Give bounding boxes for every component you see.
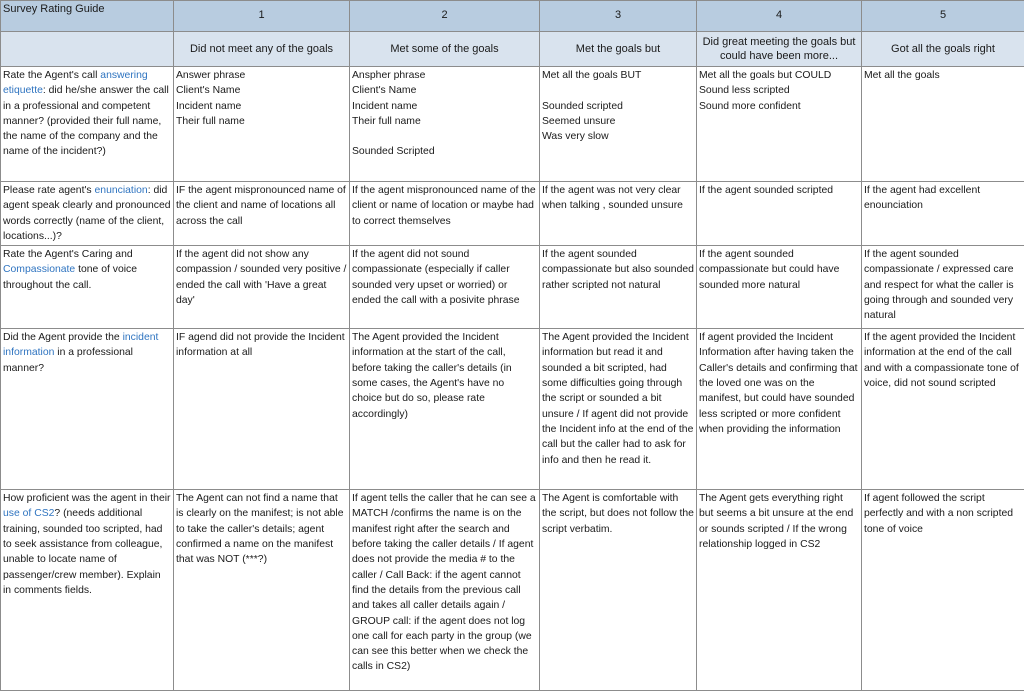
rating-text: If the agent sounded scripted (699, 183, 859, 198)
question-link[interactable]: use of CS2 (3, 508, 54, 519)
rating-text: If the agent had excellent enounciation (864, 183, 1022, 214)
scale-description-row (1, 32, 1024, 67)
rating-text: Met all the goals (864, 68, 1022, 83)
rating-cell (350, 490, 540, 691)
rating-text: If the agent did not show any compassion / sounded very positive / ended the call with 'Have a great day' (176, 247, 347, 308)
question-text: : did he/she answer the call in a professional and competent manner? (provided their full name, the name of the company and the name of the incident?) (3, 85, 169, 157)
question-text: How proficient was the agent in their (3, 493, 171, 504)
rating-cell (697, 246, 862, 329)
rating-text: Incident name (352, 99, 537, 114)
rating-text (542, 83, 694, 98)
rating-text: Their full name (176, 114, 347, 129)
rating-text: If agent tells the caller that he can see a MATCH /confirms the name is on the manifest right after the search and before taking the caller details / If agent does not provide the media # to the caller / Call Back: if the agent cannot find the details from the previous call and takes all caller details again / GROUP call: if the agent does not log one call for each party in the group (we can see this better when we check the calls in CS2) (352, 491, 537, 675)
question-cell (1, 67, 174, 182)
rating-text: If the agent was not very clear when talking , sounded unsure (542, 183, 694, 214)
question-text: in a professional manner? (3, 347, 133, 373)
rating-cell (540, 329, 697, 490)
scale-number: 2 (350, 1, 540, 32)
rating-cell (697, 182, 862, 246)
rating-text: Met all the goals BUT (542, 68, 694, 83)
question-text: ? (needs additional training, sounded too scripted, had to seek assistance from colleague, unable to locate name of passenger/crew member). Explain in comments fields. (3, 508, 162, 595)
rating-text (352, 129, 537, 144)
question-link[interactable]: Compassionate (3, 264, 75, 275)
rating-text: Client's Name (176, 83, 347, 98)
table-row (1, 182, 1024, 246)
rating-cell (697, 490, 862, 691)
rating-text: Was very slow (542, 129, 694, 144)
rating-text: Sound more confident (699, 99, 859, 114)
rating-text: If agent provided the Incident Information after having taken the Caller's details and confirming that the loved one was on the manifest, but could have sounded less scripted or more confident when providing the information (699, 330, 859, 437)
rating-cell (862, 182, 1024, 246)
rating-text: Sounded Scripted (352, 144, 537, 159)
rating-text: The Agent provided the Incident information but read it and sounded a bit scripted, had some difficulties going through the script or sounded a bit unsure / If agent did not provide the Incident info at the end of the call but the caller had to ask for info and then he read it. (542, 330, 694, 468)
rating-text: Met all the goals but COULD (699, 68, 859, 83)
question-cell (1, 246, 174, 329)
rating-cell (862, 246, 1024, 329)
table-row (1, 246, 1024, 329)
rating-cell (697, 329, 862, 490)
scale-number: 5 (862, 1, 1024, 32)
question-link[interactable]: incident information (3, 332, 158, 358)
rating-cell (862, 67, 1024, 182)
rating-text: If the agent sounded compassionate / expressed care and respect for what the caller is going through and sounded very natural (864, 247, 1022, 323)
question-cell (1, 490, 174, 691)
question-link[interactable]: enunciation (95, 185, 148, 196)
rating-cell (174, 490, 350, 691)
rating-cell (350, 329, 540, 490)
rating-cell (174, 182, 350, 246)
rating-cell (174, 329, 350, 490)
rating-text: Sounded scripted (542, 99, 694, 114)
rating-text: If the agent sounded compassionate but also sounded rather scripted not natural (542, 247, 694, 293)
scale-description: Did great meeting the goals but could have been more... (697, 32, 862, 67)
rating-text: If the agent mispronounced name of the client or name of location or maybe had to correct themselves (352, 183, 537, 229)
question-text: Rate the Agent's Caring and (3, 249, 133, 260)
question-cell (1, 182, 174, 246)
rating-cell (174, 246, 350, 329)
rating-cell (350, 67, 540, 182)
question-text: tone of voice throughout the call. (3, 264, 137, 290)
rating-cell (540, 246, 697, 329)
rating-text: If the agent sounded compassionate but could have sounded more natural (699, 247, 859, 293)
rating-text: IF agend did not provide the Incident information at all (176, 330, 347, 361)
question-text: Did the Agent provide the (3, 332, 123, 343)
rating-cell (540, 67, 697, 182)
question-cell (1, 329, 174, 490)
rating-text: The Agent is comfortable with the script, but does not follow the script verbatim. (542, 491, 694, 537)
question-text: : did agent speak clearly and pronounced words correctly (name of the client, locations...)? (3, 185, 171, 242)
table-row (1, 67, 1024, 182)
scale-number: 3 (540, 1, 697, 32)
rating-cell (862, 329, 1024, 490)
rating-cell (350, 182, 540, 246)
rating-text: The Agent provided the Incident information at the start of the call, before taking the caller's details (in some cases, the Agent's have no choice but do so, please rate accordingly) (352, 330, 537, 422)
scale-number: 4 (697, 1, 862, 32)
rating-text: Client's Name (352, 83, 537, 98)
rating-text: If the agent did not sound compassionate (especially if caller sounded very upset or worried) or ended the call with a posivite phrase (352, 247, 537, 308)
rating-text: Anspher phrase (352, 68, 537, 83)
question-text: Rate the Agent's call (3, 70, 100, 81)
rating-cell (174, 67, 350, 182)
rating-cell (540, 182, 697, 246)
rating-text: Answer phrase (176, 68, 347, 83)
scale-number: 1 (174, 1, 350, 32)
sheet-title: Survey Rating Guide (1, 1, 174, 32)
rating-text: Their full name (352, 114, 537, 129)
question-text: Please rate agent's (3, 185, 95, 196)
header-blank-cell (1, 32, 174, 67)
scale-number-row (1, 1, 1024, 32)
question-link[interactable]: answering etiquette (3, 70, 148, 96)
rating-text: If the agent provided the Incident information at the end of the call and with a compassionate tone of voice, did not sound scripted (864, 330, 1022, 391)
table-row (1, 329, 1024, 490)
rating-text: IF the agent mispronounced name of the client and name of locations all across the call (176, 183, 347, 229)
rating-text: If agent followed the script perfectly and with a non scripted tone of voice (864, 491, 1022, 537)
rating-cell (697, 67, 862, 182)
rating-cell (862, 490, 1024, 691)
table-row (1, 490, 1024, 691)
rating-text: The Agent gets everything right but seems a bit unsure at the end or sounds scripted / If the wrong relationship logged in CS2 (699, 491, 859, 552)
rating-text: The Agent can not find a name that is clearly on the manifest; is not able to take the caller's details; agent confirmed a name on the manifest that was NOT (***?) (176, 491, 347, 567)
scale-description: Met some of the goals (350, 32, 540, 67)
rating-text: Incident name (176, 99, 347, 114)
rating-text: Sound less scripted (699, 83, 859, 98)
rating-cell (540, 490, 697, 691)
rating-cell (350, 246, 540, 329)
scale-description: Got all the goals right (862, 32, 1024, 67)
scale-description: Did not meet any of the goals (174, 32, 350, 67)
rating-text: Seemed unsure (542, 114, 694, 129)
scale-description: Met the goals but (540, 32, 697, 67)
